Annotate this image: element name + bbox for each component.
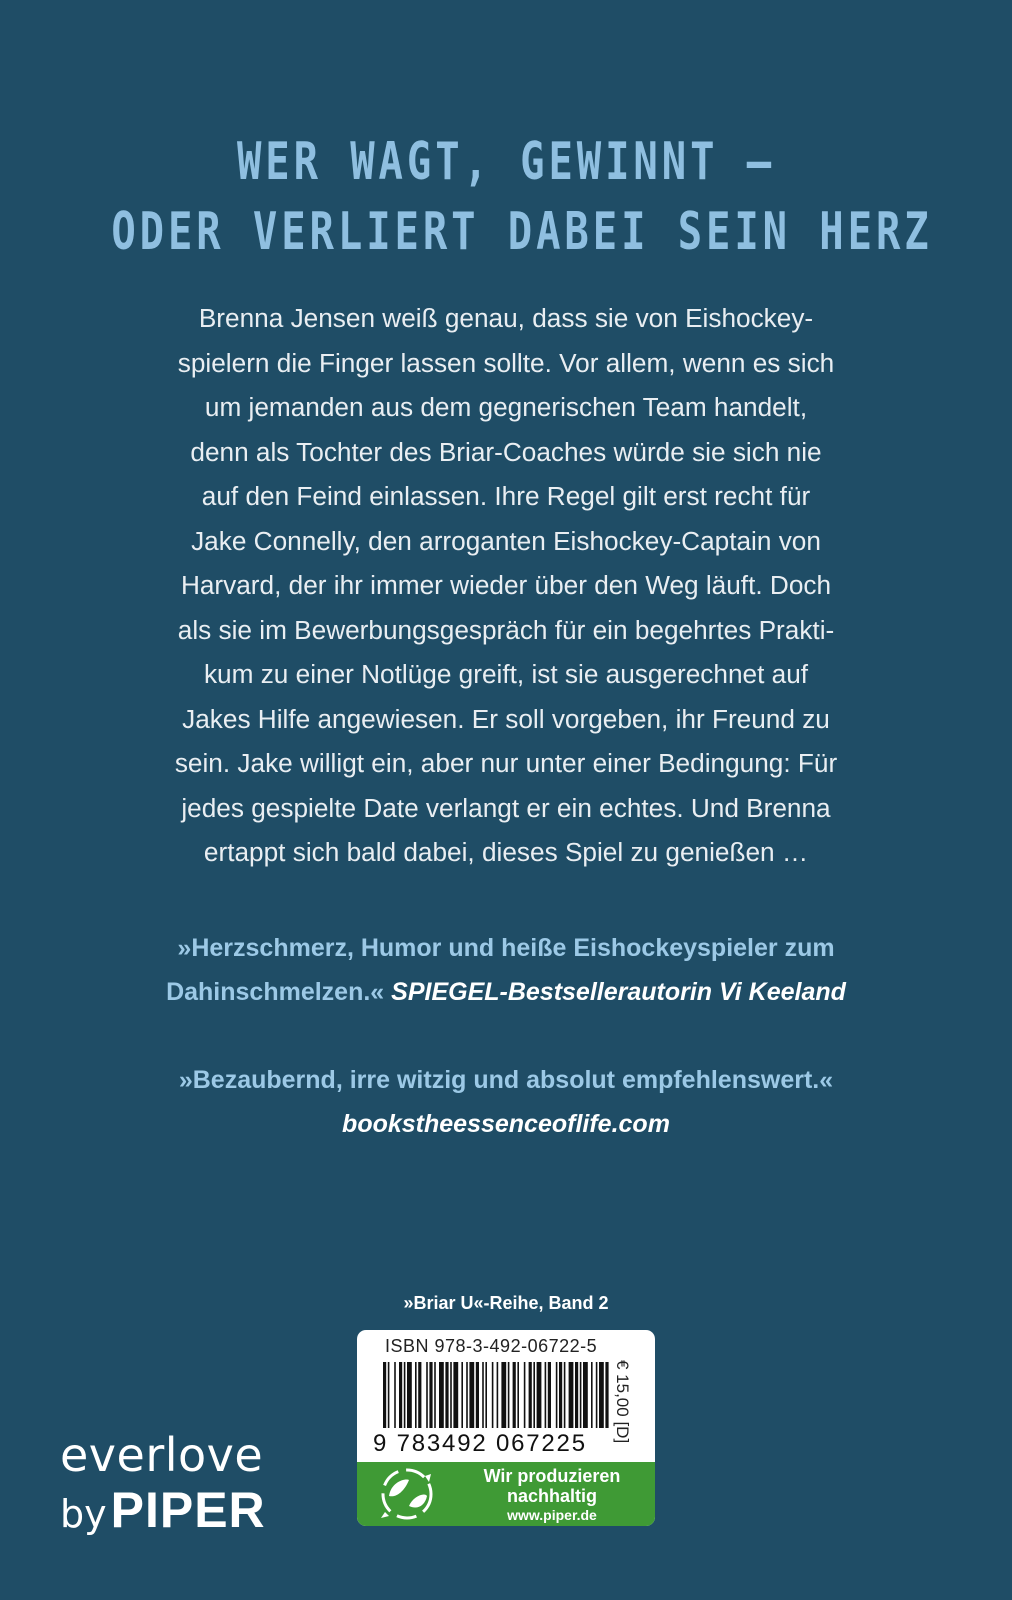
barcode-bar: [545, 1362, 547, 1428]
barcode-bar: [537, 1362, 542, 1428]
barcode-bar: [548, 1362, 551, 1428]
isbn-number: ISBN 978-3-492-06722-5: [385, 1336, 598, 1356]
barcode-bar: [461, 1362, 463, 1428]
recycle-leaf-icon: [375, 1466, 439, 1522]
barcode-digits: 9 783492 067225: [373, 1430, 587, 1457]
barcode-bar: [407, 1362, 412, 1428]
sustainability-band: [357, 1462, 655, 1526]
blurb-line: Brenna Jensen weiß genau, dass sie von Eishockey-: [198, 303, 814, 333]
quote-source: bookstheessenceoflife.com: [342, 1110, 670, 1138]
series-label: »Briar U«-Reihe, Band 2: [403, 1293, 609, 1313]
blurb-line: Harvard, der ihr immer wieder über den Weg läuft. Doch: [180, 570, 832, 600]
blurb-line: spielern die Finger lassen sollte. Vor allem, wenn es sich: [177, 347, 835, 378]
barcode-bar: [434, 1362, 436, 1428]
blurb-line: um jemanden aus dem gegnerischen Team handelt,: [204, 392, 808, 422]
barcode-bar: [388, 1362, 390, 1428]
barcode-bar: [439, 1362, 444, 1428]
review-quote-2: [100, 1058, 912, 1146]
barcode-bar: [569, 1362, 574, 1428]
barcode-bar: [399, 1362, 402, 1428]
barcode-bar: [497, 1362, 499, 1428]
blurb-line: Jakes Hilfe angewiesen. Er soll vorgeben, ihr Freund zu: [182, 703, 830, 734]
blurb-line: Jake Connelly, den arroganten Eishockey-Captain von: [191, 525, 821, 556]
barcode-bar: [450, 1362, 452, 1428]
barcode-bar: [513, 1362, 516, 1428]
barcode-bar: [575, 1362, 578, 1428]
quote-text: »Bezaubernd, irre witzig und absolut empfehlenswert.«: [178, 1066, 834, 1094]
barcode-bar: [533, 1362, 535, 1428]
barcode-bar: [508, 1362, 510, 1428]
barcode-bar: [418, 1362, 421, 1428]
barcode-bar: [415, 1362, 417, 1428]
publisher-name: PIPER: [110, 1482, 266, 1538]
quote-text: Dahinschmelzen.«: [166, 978, 385, 1006]
barcode-bar: [605, 1362, 608, 1428]
barcode-bar: [559, 1362, 562, 1428]
barcode-bar: [583, 1362, 588, 1428]
barcode-bar: [476, 1362, 479, 1428]
headline-line-2: ODER VERLIERT DABEI SEIN HERZ: [111, 202, 933, 262]
blurb-line: sein. Jake willigt ein, aber nur unter einer Bedingung: Für: [174, 748, 838, 778]
barcode-bar: [501, 1362, 506, 1428]
publisher-logo: [60, 1430, 266, 1551]
imprint-name: everlove: [60, 1428, 264, 1482]
barcode-bar: [426, 1362, 428, 1428]
quote-text: »Herzschmerz, Humor und heiße Eishockeyspieler zum: [177, 934, 835, 962]
barcode-bar: [564, 1362, 566, 1428]
barcode-bar: [394, 1362, 396, 1428]
barcode-bar: [591, 1362, 593, 1428]
barcode-bar: [469, 1362, 474, 1428]
barcode-bar: [429, 1362, 432, 1428]
logo-by: by: [60, 1492, 107, 1536]
headline-line-1: WER WAGT, GEWINNT –: [236, 132, 776, 192]
blurb-line: jedes gespielte Date verlangt er ein echtes. Und Brenna: [181, 792, 831, 823]
sustainability-line-1: Wir produzieren: [483, 1466, 621, 1486]
barcode-bar: [524, 1362, 526, 1428]
sustainability-text: [457, 1466, 647, 1524]
barcode-panel: [357, 1330, 655, 1526]
publisher-url: www.piper.de: [507, 1507, 597, 1523]
barcode-bar: [383, 1362, 386, 1428]
blurb-line: als sie im Bewerbungsgespräch für ein begehrtes Prakti-: [177, 614, 835, 645]
barcode-bar: [580, 1362, 582, 1428]
blurb-text: [126, 296, 886, 875]
blurb-line: ertappt sich bald dabei, dieses Spiel zu genießen …: [203, 837, 809, 867]
barcode-bar: [445, 1362, 448, 1428]
barcode-bar: [529, 1362, 532, 1428]
blurb-line: denn als Tochter des Briar-Coaches würde sie sich nie: [190, 436, 822, 467]
barcode-bars: [383, 1362, 611, 1428]
sustainability-line-2: nachhaltig: [506, 1486, 597, 1506]
barcode-bar: [485, 1362, 487, 1428]
barcode-bar: [517, 1362, 519, 1428]
barcode-bar: [466, 1362, 468, 1428]
barcode-bar: [482, 1362, 484, 1428]
blurb-line: kum zu einer Notlüge greift, ist sie ausgerechnet auf: [203, 659, 809, 689]
review-quote-1: [100, 926, 912, 1014]
barcode-bar: [556, 1362, 558, 1428]
barcode-bar: [453, 1362, 458, 1428]
blurb-line: auf den Feind einlassen. Ihre Regel gilt erst recht für: [201, 481, 811, 511]
barcode-bar: [599, 1362, 604, 1428]
quote-source: SPIEGEL-Bestsellerautorin Vi Keeland: [391, 978, 846, 1006]
barcode-bar: [404, 1362, 406, 1428]
barcode-bar: [492, 1362, 494, 1428]
barcode-bar: [596, 1362, 598, 1428]
price-label: € 15,00 [D]: [613, 1360, 632, 1444]
